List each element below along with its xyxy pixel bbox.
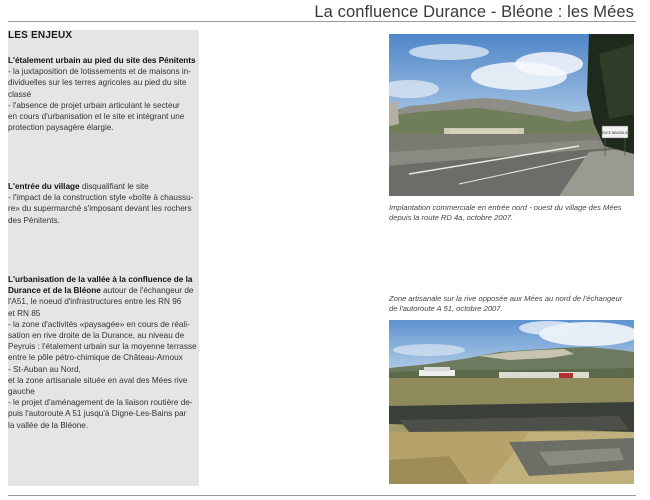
issue-line: classé xyxy=(8,89,32,99)
issue-line: protection paysagère élargie. xyxy=(8,123,114,133)
issue-line: des Pénitents. xyxy=(8,215,60,225)
issue-line: l'A51, le noeud d'infrastructures entre les RN 96 xyxy=(8,297,182,307)
issue-title: L'étalement urbain au pied du site des Pénitents xyxy=(8,56,196,65)
issue-line: entre le pôle pétro-chimique de Château-Arnoux xyxy=(8,353,183,363)
photo-artisan-zone xyxy=(389,320,634,484)
photo-village-entrance-image xyxy=(389,34,634,196)
issue-line: - l'absence de projet urbain articulant le secteur xyxy=(8,100,180,110)
issue-line: en cours d'urbanisation et le site et intégrant une xyxy=(8,112,185,122)
issue-line: - St-Auban au Nord, xyxy=(8,364,81,374)
issue-line: sation en rive droite de la Durance, au niveau de xyxy=(8,331,185,341)
issue-line: et RN 85 xyxy=(8,308,41,318)
issue-line: re» du supermarché s'imposant devant les rochers xyxy=(8,204,192,214)
photo-village-entrance xyxy=(389,34,634,196)
photo-artisan-zone-image xyxy=(389,320,634,484)
issue-title-rest: disqualifiant le site xyxy=(79,182,149,191)
issue-line: puis l'autoroute A 51 jusqu'à Digne-Les-Bains par xyxy=(8,409,187,419)
issue-line: - la zone d'activités «paysagée» en cours de réali- xyxy=(8,319,190,329)
issue-title-rest: autour de l'échangeur de xyxy=(100,286,194,296)
caption-line: depuis la route RD 4a, octobre 2007. xyxy=(389,213,514,222)
issue-line: dividuelles sur les terres agricoles au pied du site xyxy=(8,78,187,88)
caption-photo-artisan-zone xyxy=(389,294,639,314)
issue-title: Durance et de la Bléone xyxy=(8,286,101,296)
issue-line: - le projet d'aménagement de la liaison routière de- xyxy=(8,398,193,408)
issue-title: L'urbanisation de la vallée à la confluence de la xyxy=(8,275,193,284)
issue-line: - l'impact de la construction style «boîte à chaussu- xyxy=(8,193,194,203)
caption-line: Implantation commerciale en entrée nord - ouest du village des Mées xyxy=(389,203,622,212)
issue-block-village-entrance xyxy=(8,181,198,226)
caption-line: Zone artisanale sur la rive opposée aux Mées au nord de l'échangeur xyxy=(389,294,623,303)
page-title: La confluence Durance - Bléone : les Mées xyxy=(314,3,634,21)
issue-line: gauche xyxy=(8,387,35,397)
issue-line: - la juxtaposition de lotissements et de maisons in- xyxy=(8,67,191,77)
section-heading: LES ENJEUX xyxy=(8,30,73,41)
issue-title: L'entrée du village xyxy=(8,182,80,191)
caption-line: de l'autoroute A 51, octobre 2007. xyxy=(389,304,503,313)
issue-line: et la zone artisanale située en aval des Mées rive xyxy=(8,375,188,385)
issue-block-valley-urbanisation xyxy=(8,274,198,431)
issue-block-urban-sprawl xyxy=(8,55,198,133)
sign-text: AGENCE IMMOBILIERE xyxy=(597,131,633,135)
issue-line: la vallée de la Bléone. xyxy=(8,420,89,430)
caption-photo-village-entrance xyxy=(389,203,639,223)
issue-line: Peyruis : l'étalement urbain sur la moyenne terrasse xyxy=(8,342,197,352)
bottom-rule xyxy=(8,495,636,496)
